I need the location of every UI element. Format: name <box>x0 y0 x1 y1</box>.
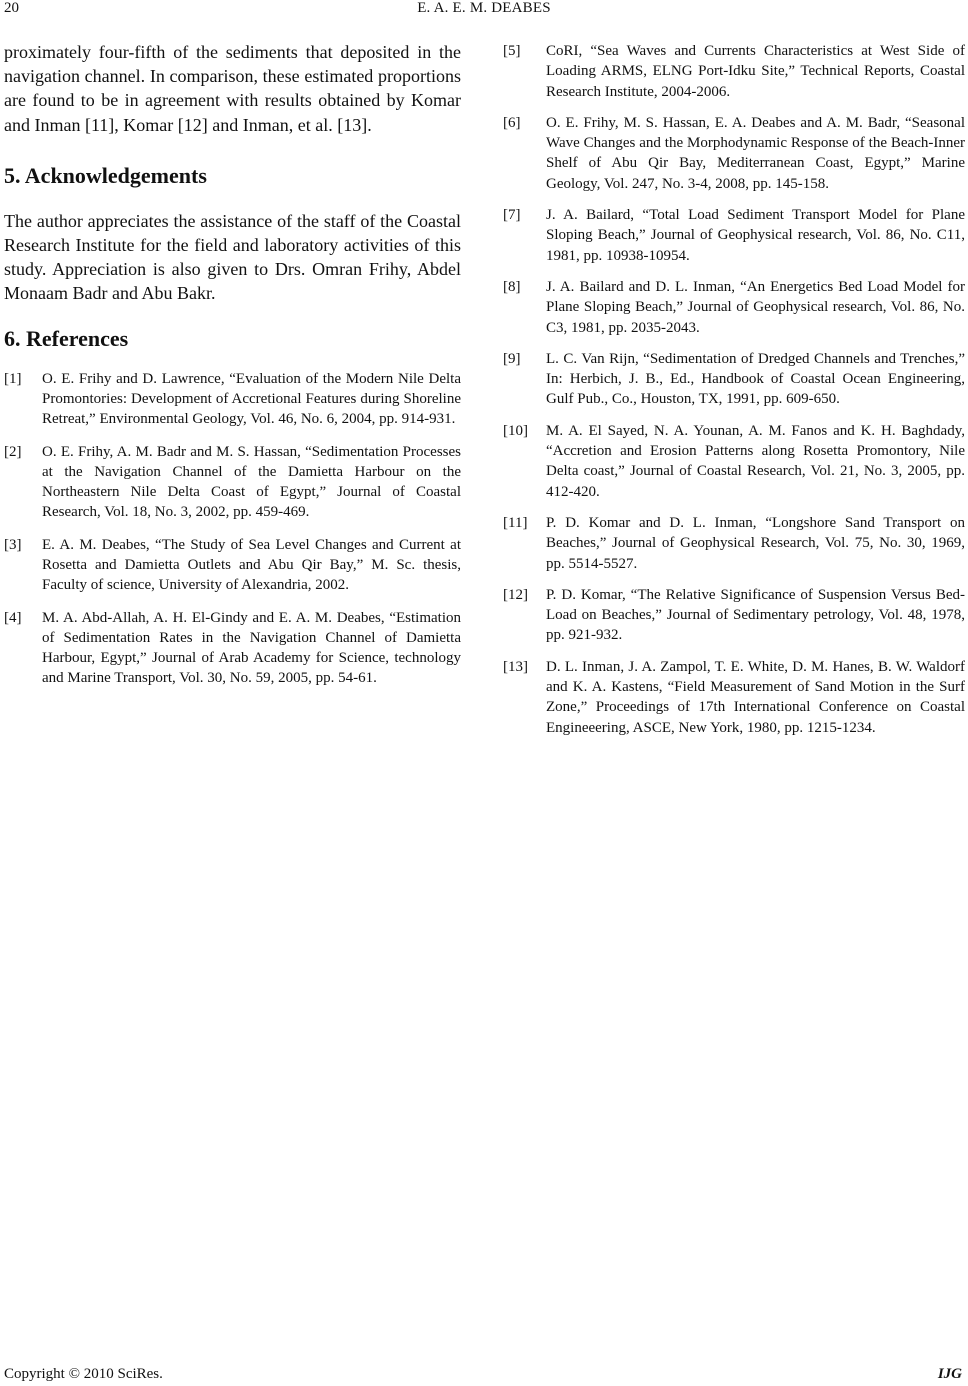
reference-number: [4] <box>4 609 22 626</box>
references-heading: 6. References <box>4 325 129 351</box>
reference-item <box>503 513 965 574</box>
reference-item <box>503 585 965 646</box>
reference-text: CoRI, “Sea Waves and Currents Characteristics at West Side of Loading ARMS, ELNG Port-Idku Site,” Technical Reports, Coastal Research Institute, 2004-2006. <box>546 43 965 100</box>
right-column <box>503 41 965 749</box>
reference-item <box>503 205 965 266</box>
acknowledgements-paragraph: The author appreciates the assistance of the staff of the Coastal Research Institute for the field and laboratory activities of this study. Appreciation is also given to Drs. Omran Frihy, Abdel Monaam Badr and Abu Bakr. <box>4 210 461 304</box>
reference-item <box>503 421 965 502</box>
reference-item <box>503 41 965 102</box>
reference-number: [7] <box>503 207 521 224</box>
journal-abbreviation: IJG <box>937 1366 962 1382</box>
acknowledgements-heading: 5. Acknowledgements <box>4 162 207 188</box>
reference-number: [6] <box>503 114 521 131</box>
page-number: 20 <box>4 0 19 16</box>
reference-text: O. E. Frihy, A. M. Badr and M. S. Hassan, “Sedimentation Processes at the Navigation Channel of the Damietta Harbour on the Northeastern Nile Delta Coast of Egypt,” Journal of Coastal Research, Vol. 18, No. 3, 2002, pp. 459-469. <box>42 443 461 521</box>
reference-item <box>503 277 965 338</box>
running-head: E. A. E. M. DEABES <box>417 0 551 16</box>
reference-item <box>503 349 965 410</box>
reference-text: J. A. Bailard and D. L. Inman, “An Energetics Bed Load Model for Plane Sloping Beach,” Journal of Geophysical research, Vol. 86, No. C3, 1981, pp. 2035-2043. <box>546 278 965 336</box>
reference-item <box>4 369 461 430</box>
reference-text: D. L. Inman, J. A. Zampol, T. E. White, D. M. Hanes, B. W. Waldorf and K. A. Kastens, “Field Measurement of Sand Motion in the Surf Zone,” Proceedings of 17th International Conference on Coastal Engineeering, ASCE, New York, 1980, pp. 1215-1234. <box>546 658 965 736</box>
reference-item <box>4 442 461 523</box>
left-column <box>4 40 461 701</box>
reference-text: E. A. M. Deabes, “The Study of Sea Level Changes and Current at Rosetta and Damietta Outlets and Abu Qir Bay,” M. Sc. thesis, Faculty of science, University of Alexandria, 2002. <box>42 536 461 594</box>
reference-number: [10] <box>503 422 528 439</box>
reference-number: [2] <box>4 443 22 460</box>
reference-text: J. A. Bailard, “Total Load Sediment Transport Model for Plane Sloping Beach,” Journal of Geophysical research, Vol. 86, No. C11, 1981, pp. 10938-10954. <box>546 207 965 264</box>
reference-number: [5] <box>503 43 521 59</box>
reference-text: L. C. Van Rijn, “Sedimentation of Dredged Channels and Trenches,” In: Herbich, J. B., Ed., Handbook of Coastal Ocean Engineering, Gulf Pub., Co., Houston, TX, 1991, pp. 609-650. <box>546 350 965 408</box>
reference-number: [9] <box>503 350 521 367</box>
reference-text: O. E. Frihy, M. S. Hassan, E. A. Deabes and A. M. Badr, “Seasonal Wave Changes and the Morphodynamic Response of the Beach-Inner Shelf of Abu Qir Bay, Mediterranean Coast, Egypt,” Marine Geology, Vol. 247, No. 3-4, 2008, pp. 145-158. <box>546 114 965 192</box>
reference-number: [13] <box>503 658 528 675</box>
reference-item <box>503 657 965 738</box>
reference-text: M. A. El Sayed, N. A. Younan, A. M. Fanos and K. H. Baghdady, “Accretion and Erosion Patterns along Rosetta Promontory, Nile Delta coast,” Journal of Coastal Research, Vol. 21, No. 3, 2005, pp. 412-420. <box>546 422 965 500</box>
reference-item <box>503 113 965 194</box>
reference-item <box>4 535 461 596</box>
reference-text: P. D. Komar, “The Relative Significance of Suspension Versus Bed-Load on Beaches,” Journal of Sedimentary petrology, Vol. 48, 1978, pp. 921-932. <box>546 586 965 644</box>
reference-number: [11] <box>503 514 528 531</box>
reference-text: O. E. Frihy and D. Lawrence, “Evaluation of the Modern Nile Delta Promontories: Development of Accretional Features during Shoreline Retreat,” Environmental Geology, Vol. 46, No. 6, 2004, pp. 914-931. <box>42 370 461 428</box>
reference-number: [3] <box>4 536 22 553</box>
intro-paragraph: proximately four-fifth of the sediments that deposited in the navigation channel. In comparison, these estimated proportions are found to be in agreement with results obtained by Komar and Inman [11], Komar [12] and Inman, et al. [13]. <box>4 42 461 135</box>
reference-number: [1] <box>4 370 22 387</box>
reference-number: [8] <box>503 278 521 295</box>
copyright-notice: Copyright © 2010 SciRes. <box>4 1366 163 1382</box>
reference-text: M. A. Abd-Allah, A. H. El-Gindy and E. A. M. Deabes, “Estimation of Sedimentation Rates in the Navigation Channel of Damietta Harbour, Egypt,” Journal of Arab Academy for Science, technology and Marine Transport, Vol. 30, No. 59, 2005, pp. 54-61. <box>42 609 461 687</box>
reference-number: [12] <box>503 586 528 603</box>
reference-text: P. D. Komar and D. L. Inman, “Longshore Sand Transport on Beaches,” Journal of Geophysical Research, Vol. 75, No. 30, 1969, pp. 5514-5527. <box>546 514 965 572</box>
reference-item <box>4 608 461 689</box>
